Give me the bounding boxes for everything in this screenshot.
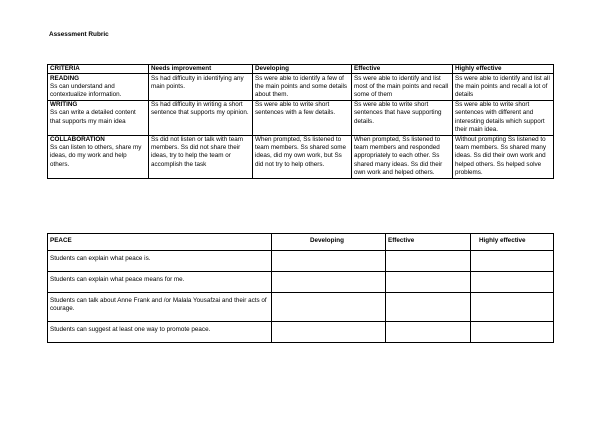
- header-developing: Developing: [253, 65, 352, 74]
- rubric-cell: Ss did not listen or talk with team members. Ss did not share their ideas, try to help the team or accomplish the task: [149, 135, 253, 178]
- rubric-cell: Ss were able to write short sentences that have supporting details.: [352, 100, 453, 135]
- peace-row: [48, 293, 554, 322]
- rubric-cell: When prompted, Ss listened to team members. Ss shared some ideas, did my own work, but Ss did not try to help others.: [253, 135, 352, 178]
- checkbox-cell[interactable]: [386, 272, 471, 293]
- peace-header-row: [48, 234, 554, 251]
- header-effective: Effective: [352, 65, 453, 74]
- assessment-rubric-table: [47, 64, 554, 179]
- checkbox-cell[interactable]: [471, 272, 554, 293]
- peace-row: [48, 251, 554, 272]
- criteria-cell: [48, 100, 149, 135]
- header-developing: Developing: [272, 234, 386, 251]
- rubric-cell: When prompted, Ss listened to team members and responded appropriately to each other. Ss shared many ideas. Ss did their own work and helped others.: [352, 135, 453, 178]
- checkbox-cell[interactable]: [272, 272, 386, 293]
- header-criteria: CRITERIA: [48, 65, 149, 74]
- checkbox-cell[interactable]: [471, 322, 554, 343]
- rubric-cell: Ss were able to identify and list most of the main points and recall some of them: [352, 74, 453, 101]
- checkbox-cell[interactable]: [471, 293, 554, 322]
- criteria-description: Ss can understand and contextualize information.: [50, 82, 122, 98]
- rubric-cell: Ss were able to identify and list all the main points and recall a lot of details: [453, 74, 554, 101]
- criteria-name: WRITING: [50, 101, 78, 109]
- peace-statement: Students can explain what peace means for me.: [48, 272, 272, 293]
- header-needs-improvement: Needs improvement: [149, 65, 253, 74]
- rubric-cell: Ss were able to write short sentences with a few details.: [253, 100, 352, 135]
- criteria-description: Ss can listen to others, share my ideas, do my work and help others.: [50, 144, 142, 168]
- header-highly-effective: Highly effective: [453, 65, 554, 74]
- peace-statement: Students can suggest at least one way to promote peace.: [48, 322, 272, 343]
- rubric-cell: Ss had difficulty in writing a short sentence that supports my opinion.: [149, 100, 253, 135]
- criteria-cell: [48, 74, 149, 101]
- criteria-name: READING: [50, 74, 80, 82]
- criteria-cell: [48, 135, 149, 178]
- header-highly-effective: Highly effective: [471, 234, 554, 251]
- rubric-row-writing: [48, 100, 554, 135]
- checkbox-cell[interactable]: [386, 322, 471, 343]
- checkbox-cell[interactable]: [272, 293, 386, 322]
- checkbox-cell[interactable]: [386, 293, 471, 322]
- peace-row: [48, 322, 554, 343]
- rubric-cell: Ss were able to identify a few of the main points and some details about them.: [253, 74, 352, 101]
- checkbox-cell[interactable]: [272, 322, 386, 343]
- rubric-cell: Ss had difficulty in identifying any main points.: [149, 74, 253, 101]
- checkbox-cell[interactable]: [386, 251, 471, 272]
- rubric-cell: Without prompting Ss listened to team members. Ss shared many ideas. Ss did their own work and helped others. Ss helped solve problems.: [453, 135, 554, 178]
- document-title: Assessment Rubric: [49, 31, 109, 38]
- header-peace: PEACE: [48, 234, 272, 251]
- peace-row: [48, 272, 554, 293]
- checkbox-cell[interactable]: [471, 251, 554, 272]
- peace-rubric-table: [47, 233, 554, 343]
- rubric-header-row: [48, 65, 554, 74]
- header-effective: Effective: [386, 234, 471, 251]
- criteria-name: COLLABORATION: [50, 136, 105, 144]
- rubric-row-collaboration: [48, 135, 554, 178]
- rubric-row-reading: [48, 74, 554, 101]
- peace-statement: Students can talk about Anne Frank and /or Malala Yousafzai and their acts of courage.: [48, 293, 272, 322]
- rubric-cell: Ss were able to write short sentences with different and interesting details which support their main idea.: [453, 100, 554, 135]
- peace-statement: Students can explain what peace is.: [48, 251, 272, 272]
- criteria-description: Ss can write a detailed content that supports my main idea: [50, 109, 136, 125]
- checkbox-cell[interactable]: [272, 251, 386, 272]
